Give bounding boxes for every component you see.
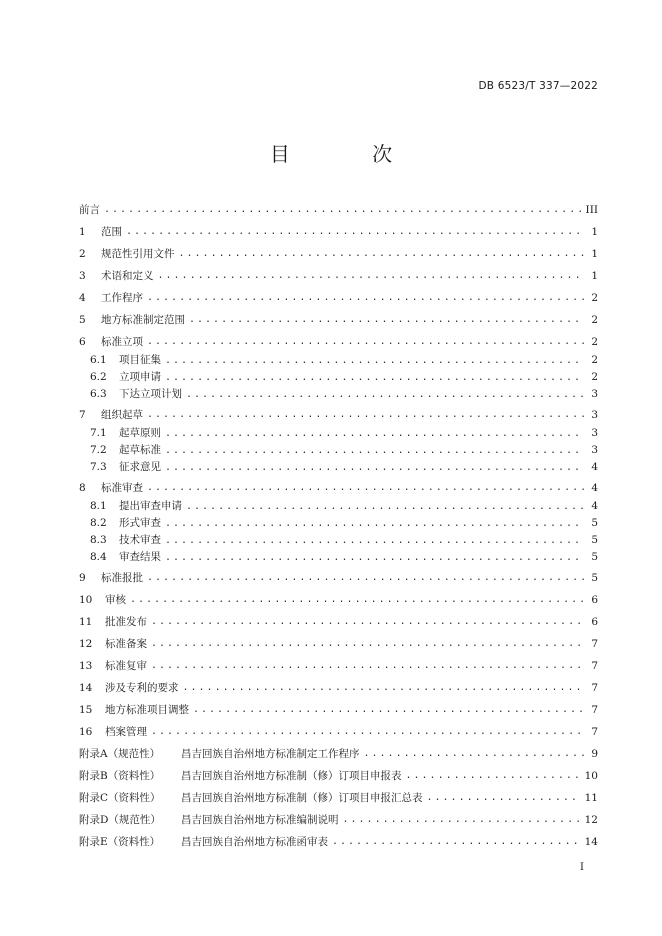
toc-entry-page: 6 bbox=[591, 594, 598, 606]
toc-entry-label: 昌吉回族自治州地方标准函审表 bbox=[181, 836, 328, 848]
toc-entry-page: 10 bbox=[584, 770, 598, 782]
toc-entry-number: 6.2 bbox=[90, 371, 107, 383]
toc-entry-label: 审核 bbox=[105, 594, 126, 606]
dot-leader bbox=[147, 478, 584, 498]
toc-entry-page: 1 bbox=[591, 248, 598, 260]
toc-entry-page: 2 bbox=[591, 336, 598, 348]
toc-entry-label: 立项申请 bbox=[119, 371, 161, 383]
toc-entry-number: 附录A（规范性） bbox=[79, 748, 161, 760]
dot-leader bbox=[183, 678, 585, 698]
dot-leader bbox=[158, 266, 585, 286]
toc-entry-label: 规范性引用文件 bbox=[101, 248, 175, 260]
toc-entry-label: 档案管理 bbox=[105, 726, 147, 738]
toc-entry-number: 16 bbox=[79, 726, 93, 738]
toc-entry[interactable] bbox=[79, 244, 598, 264]
toc-entry-number: 附录C（资料性） bbox=[79, 792, 161, 804]
toc-entry-label: 标准审查 bbox=[101, 482, 143, 494]
toc-entry-label: 征求意见 bbox=[119, 461, 161, 473]
toc-entry[interactable] bbox=[79, 386, 598, 403]
toc-entry-number: 14 bbox=[79, 682, 93, 694]
toc-entry-page: 4 bbox=[591, 500, 598, 512]
dot-leader bbox=[151, 722, 584, 742]
table-of-contents bbox=[79, 200, 598, 852]
toc-entry-label: 下达立项计划 bbox=[119, 388, 182, 400]
toc-entry-label: 起草标准 bbox=[119, 444, 161, 456]
toc-entry-number: 8.2 bbox=[90, 517, 107, 529]
toc-entry-label: 起草原则 bbox=[119, 427, 161, 439]
toc-entry-page: 2 bbox=[591, 354, 598, 366]
toc-entry-label: 术语和定义 bbox=[101, 270, 154, 282]
dot-leader bbox=[165, 549, 584, 566]
toc-entry-label: 标准复审 bbox=[105, 660, 147, 672]
dot-leader bbox=[130, 590, 584, 610]
toc-entry-number: 附录E（资料性） bbox=[79, 836, 161, 848]
dot-leader bbox=[151, 656, 584, 676]
dot-leader bbox=[126, 222, 584, 242]
toc-entry[interactable] bbox=[79, 425, 598, 442]
toc-entry-label: 范围 bbox=[101, 226, 122, 238]
toc-entry-number: 12 bbox=[79, 638, 93, 650]
dot-leader bbox=[165, 442, 584, 459]
dot-leader bbox=[186, 386, 584, 403]
toc-entry[interactable] bbox=[79, 832, 598, 852]
dot-leader bbox=[427, 788, 581, 808]
toc-entry-label: 组织起草 bbox=[101, 409, 143, 421]
toc-entry-number: 7 bbox=[79, 409, 86, 421]
dot-leader bbox=[343, 810, 581, 830]
toc-entry-number: 6.3 bbox=[90, 388, 107, 400]
dot-leader bbox=[147, 405, 584, 425]
toc-entry-label: 前言 bbox=[79, 204, 100, 216]
toc-entry-label: 提出审查申请 bbox=[119, 500, 182, 512]
toc-entry-number: 8.3 bbox=[90, 534, 107, 546]
toc-entry-label: 昌吉回族自治州地方标准制（修）订项目申报表 bbox=[181, 770, 402, 782]
toc-entry[interactable] bbox=[79, 744, 598, 764]
toc-entry-number: 5 bbox=[79, 314, 86, 326]
toc-entry-number: 8.1 bbox=[90, 500, 107, 512]
dot-leader bbox=[193, 700, 584, 720]
toc-entry-page: 4 bbox=[591, 482, 598, 494]
toc-entry-number: 1 bbox=[79, 226, 86, 238]
dot-leader bbox=[186, 498, 584, 515]
toc-entry-label: 涉及专利的要求 bbox=[105, 682, 179, 694]
dot-leader bbox=[165, 515, 584, 532]
dot-leader bbox=[179, 244, 585, 264]
toc-entry-page: 5 bbox=[591, 534, 598, 546]
toc-entry-label: 地方标准制定范围 bbox=[101, 314, 185, 326]
toc-entry-number: 2 bbox=[79, 248, 86, 260]
toc-entry[interactable] bbox=[79, 656, 598, 676]
dot-leader bbox=[332, 832, 581, 852]
toc-entry[interactable] bbox=[79, 222, 598, 242]
toc-entry-page: 7 bbox=[591, 638, 598, 650]
toc-entry-number: 7.1 bbox=[90, 427, 107, 439]
toc-entry-label: 地方标准项目调整 bbox=[105, 704, 189, 716]
toc-entry-page: III bbox=[585, 204, 598, 216]
document-code: DB 6523/T 337—2022 bbox=[478, 80, 598, 92]
toc-entry-label: 标准备案 bbox=[105, 638, 147, 650]
toc-entry[interactable] bbox=[79, 766, 598, 786]
toc-entry-label: 批准发布 bbox=[105, 616, 147, 628]
toc-entry-page: 7 bbox=[591, 660, 598, 672]
toc-entry-page: 5 bbox=[591, 572, 598, 584]
toc-entry[interactable] bbox=[79, 332, 598, 352]
toc-entry[interactable] bbox=[79, 612, 598, 632]
toc-entry-page: 11 bbox=[584, 792, 598, 804]
dot-leader bbox=[165, 369, 584, 386]
toc-entry-page: 3 bbox=[591, 409, 598, 421]
dot-leader bbox=[151, 634, 584, 654]
toc-entry-number: 7.2 bbox=[90, 444, 107, 456]
toc-entry-page: 2 bbox=[591, 314, 598, 326]
dot-leader bbox=[151, 612, 584, 632]
toc-entry-label: 昌吉回族自治州地方标准制（修）订项目申报汇总表 bbox=[181, 792, 423, 804]
toc-entry[interactable] bbox=[79, 532, 598, 549]
toc-entry[interactable] bbox=[79, 678, 598, 698]
toc-entry[interactable] bbox=[79, 590, 598, 610]
toc-entry-page: 2 bbox=[591, 371, 598, 383]
toc-entry-number: 6 bbox=[79, 336, 86, 348]
toc-entry-page: 14 bbox=[584, 836, 598, 848]
toc-entry-number: 6.1 bbox=[90, 354, 107, 366]
toc-entry-label: 标准报批 bbox=[101, 572, 143, 584]
toc-entry-page: 1 bbox=[591, 226, 598, 238]
toc-entry[interactable] bbox=[79, 515, 598, 532]
toc-entry[interactable] bbox=[79, 549, 598, 566]
toc-entry-number: 7.3 bbox=[90, 461, 107, 473]
toc-entry-label: 工作程序 bbox=[101, 292, 143, 304]
toc-entry-number: 10 bbox=[79, 594, 93, 606]
toc-entry[interactable] bbox=[79, 568, 598, 588]
toc-entry[interactable] bbox=[79, 634, 598, 654]
dot-leader bbox=[147, 288, 584, 308]
toc-entry[interactable] bbox=[79, 352, 598, 369]
dot-leader bbox=[165, 459, 584, 476]
toc-entry[interactable] bbox=[79, 266, 598, 286]
toc-entry-page: 1 bbox=[591, 270, 598, 282]
toc-entry-page: 5 bbox=[591, 551, 598, 563]
toc-entry-label: 标准立项 bbox=[101, 336, 143, 348]
toc-entry[interactable] bbox=[79, 310, 598, 330]
dot-leader bbox=[406, 766, 581, 786]
toc-entry-number: 15 bbox=[79, 704, 93, 716]
toc-entry-page: 4 bbox=[591, 461, 598, 473]
toc-entry-number: 3 bbox=[79, 270, 86, 282]
dot-leader bbox=[147, 568, 584, 588]
dot-leader bbox=[147, 332, 584, 352]
toc-entry-number: 8.4 bbox=[90, 551, 107, 563]
toc-entry-label: 昌吉回族自治州地方标准制定工作程序 bbox=[181, 748, 360, 760]
toc-entry-page: 7 bbox=[591, 704, 598, 716]
toc-entry-label: 形式审查 bbox=[119, 517, 161, 529]
toc-entry-page: 6 bbox=[591, 616, 598, 628]
dot-leader bbox=[104, 200, 582, 220]
dot-leader bbox=[165, 425, 584, 442]
toc-entry-page: 3 bbox=[591, 444, 598, 456]
toc-entry-number: 8 bbox=[79, 482, 86, 494]
toc-entry[interactable] bbox=[79, 498, 598, 515]
toc-entry-number: 附录B（资料性） bbox=[79, 770, 161, 782]
toc-entry-number: 4 bbox=[79, 292, 86, 304]
toc-entry-label: 审查结果 bbox=[119, 551, 161, 563]
toc-entry[interactable] bbox=[79, 722, 598, 742]
toc-entry[interactable] bbox=[79, 478, 598, 498]
toc-entry-number: 11 bbox=[79, 616, 93, 628]
page-number: I bbox=[580, 862, 584, 873]
toc-entry-page: 2 bbox=[591, 292, 598, 304]
toc-entry-page: 5 bbox=[591, 517, 598, 529]
toc-entry-label: 技术审查 bbox=[119, 534, 161, 546]
toc-entry[interactable] bbox=[79, 788, 598, 808]
dot-leader bbox=[364, 744, 585, 764]
toc-entry-number: 9 bbox=[79, 572, 86, 584]
dot-leader bbox=[165, 352, 584, 369]
dot-leader bbox=[165, 532, 584, 549]
toc-entry-page: 9 bbox=[591, 748, 598, 760]
toc-entry-page: 7 bbox=[591, 726, 598, 738]
toc-entry[interactable] bbox=[79, 810, 598, 830]
toc-entry-page: 7 bbox=[591, 682, 598, 694]
toc-entry-number: 附录D（规范性） bbox=[79, 814, 161, 826]
toc-entry-page: 3 bbox=[591, 427, 598, 439]
toc-entry[interactable] bbox=[79, 442, 598, 459]
toc-entry[interactable] bbox=[79, 405, 598, 425]
dot-leader bbox=[189, 310, 584, 330]
toc-entry-number: 13 bbox=[79, 660, 93, 672]
page-title: 目 次 bbox=[269, 142, 431, 166]
toc-entry[interactable] bbox=[79, 369, 598, 386]
toc-entry-page: 12 bbox=[584, 814, 598, 826]
toc-entry[interactable] bbox=[79, 200, 598, 220]
toc-entry-label: 昌吉回族自治州地方标准编制说明 bbox=[181, 814, 339, 826]
toc-entry[interactable] bbox=[79, 459, 598, 476]
toc-entry-label: 项目征集 bbox=[119, 354, 161, 366]
toc-entry[interactable] bbox=[79, 700, 598, 720]
toc-entry[interactable] bbox=[79, 288, 598, 308]
toc-entry-page: 3 bbox=[591, 388, 598, 400]
